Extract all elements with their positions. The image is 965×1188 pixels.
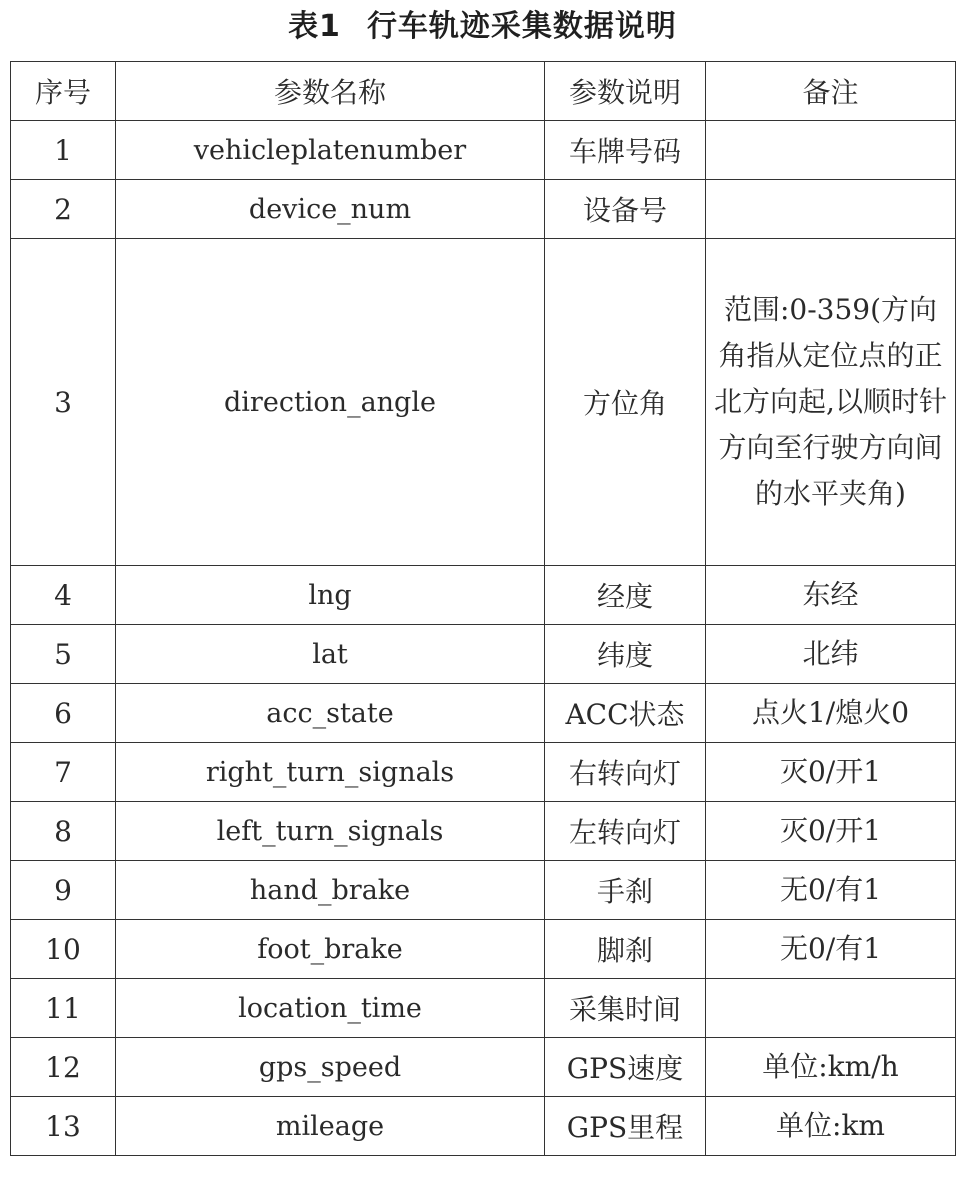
table-row	[11, 979, 956, 1038]
cell-name: foot_brake	[116, 920, 545, 979]
cell-no: 7	[11, 743, 116, 802]
cell-name: direction_angle	[116, 239, 545, 566]
cell-name: location_time	[116, 979, 545, 1038]
parameter-table	[10, 61, 956, 1156]
cell-name: lat	[116, 625, 545, 684]
cell-note: 无0/有1	[706, 920, 956, 979]
cell-note: 单位:km/h	[706, 1038, 956, 1097]
header-name: 参数名称	[116, 62, 545, 121]
cell-no: 12	[11, 1038, 116, 1097]
cell-name: right_turn_signals	[116, 743, 545, 802]
cell-note: 范围:0-359(方向角指从定位点的正北方向起,以顺时针方向至行驶方向间的水平夹角)	[706, 239, 956, 566]
cell-name: device_num	[116, 180, 545, 239]
cell-no: 13	[11, 1097, 116, 1156]
cell-name: gps_speed	[116, 1038, 545, 1097]
cell-desc: 手刹	[545, 861, 706, 920]
header-note: 备注	[706, 62, 956, 121]
cell-note: 点火1/熄火0	[706, 684, 956, 743]
cell-note: 东经	[706, 566, 956, 625]
table-row	[11, 743, 956, 802]
header-desc: 参数说明	[545, 62, 706, 121]
cell-no: 6	[11, 684, 116, 743]
cell-desc: 采集时间	[545, 979, 706, 1038]
cell-note	[706, 180, 956, 239]
table-row	[11, 121, 956, 180]
cell-desc: ACC状态	[545, 684, 706, 743]
table-row	[11, 861, 956, 920]
cell-no: 2	[11, 180, 116, 239]
cell-note: 灭0/开1	[706, 802, 956, 861]
table-row	[11, 1097, 956, 1156]
cell-no: 3	[11, 239, 116, 566]
cell-note	[706, 121, 956, 180]
cell-desc: GPS速度	[545, 1038, 706, 1097]
cell-desc: 纬度	[545, 625, 706, 684]
cell-no: 8	[11, 802, 116, 861]
cell-desc: 车牌号码	[545, 121, 706, 180]
cell-name: mileage	[116, 1097, 545, 1156]
cell-name: hand_brake	[116, 861, 545, 920]
table-caption	[0, 0, 965, 56]
cell-desc: 脚刹	[545, 920, 706, 979]
cell-name: acc_state	[116, 684, 545, 743]
cell-name: vehicleplatenumber	[116, 121, 545, 180]
cell-name: left_turn_signals	[116, 802, 545, 861]
cell-no: 5	[11, 625, 116, 684]
cell-note	[706, 979, 956, 1038]
table-title: 行车轨迹采集数据说明	[366, 9, 677, 44]
cell-desc: GPS里程	[545, 1097, 706, 1156]
cell-no: 11	[11, 979, 116, 1038]
cell-no: 9	[11, 861, 116, 920]
cell-note: 北纬	[706, 625, 956, 684]
cell-name: lng	[116, 566, 545, 625]
cell-desc: 左转向灯	[545, 802, 706, 861]
cell-desc: 右转向灯	[545, 743, 706, 802]
table-label: 表1	[288, 9, 341, 44]
table-row	[11, 566, 956, 625]
cell-no: 4	[11, 566, 116, 625]
table-row	[11, 1038, 956, 1097]
cell-desc: 经度	[545, 566, 706, 625]
cell-no: 10	[11, 920, 116, 979]
cell-note: 灭0/开1	[706, 743, 956, 802]
table-header-row	[11, 62, 956, 121]
cell-note: 单位:km	[706, 1097, 956, 1156]
table-row	[11, 239, 956, 566]
cell-desc: 方位角	[545, 239, 706, 566]
cell-note: 无0/有1	[706, 861, 956, 920]
table-row	[11, 684, 956, 743]
cell-no: 1	[11, 121, 116, 180]
table-row	[11, 802, 956, 861]
table-row	[11, 625, 956, 684]
cell-desc: 设备号	[545, 180, 706, 239]
header-no: 序号	[11, 62, 116, 121]
table-row	[11, 920, 956, 979]
table-row	[11, 180, 956, 239]
